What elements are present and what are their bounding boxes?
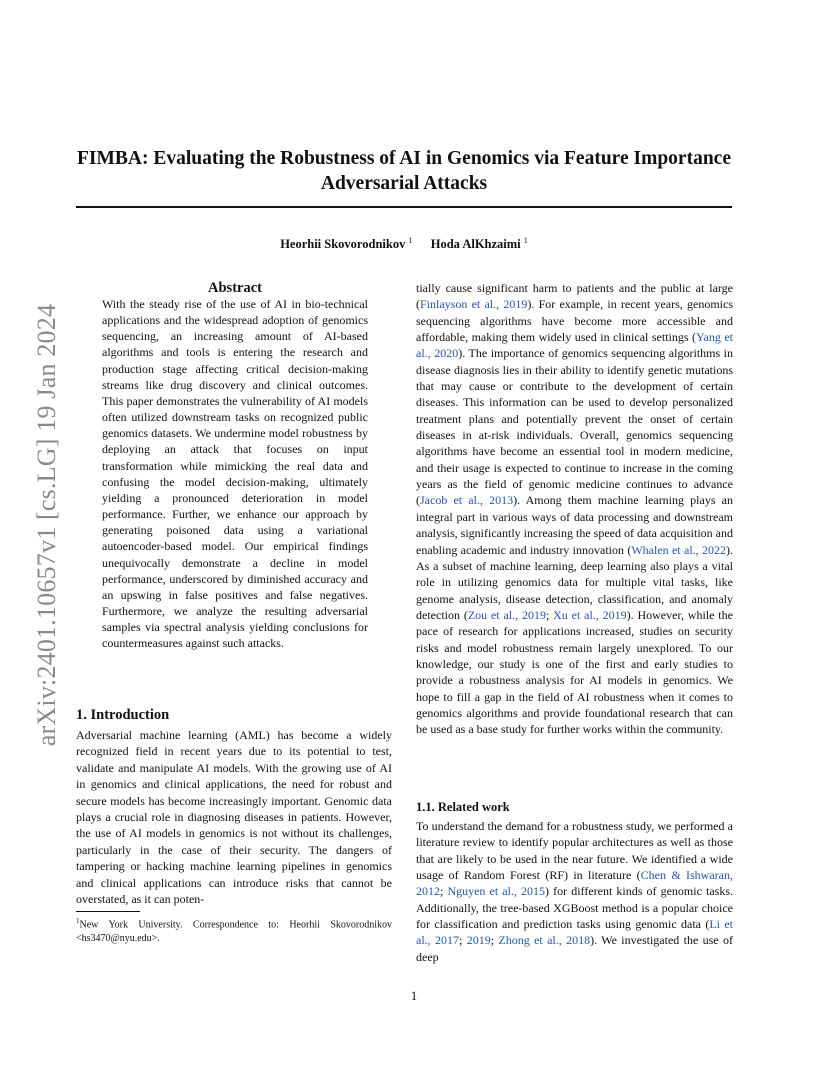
citation-link[interactable]: Zou et al., 2019 xyxy=(467,607,546,622)
citation-link[interactable]: Finlayson et al., 2019 xyxy=(420,297,528,312)
section-heading-introduction: 1. Introduction xyxy=(76,707,170,723)
footnote-text: New York University. Correspondence to: Heorhii Skovorodnikov <hs3470@nyu.edu>. xyxy=(76,919,392,944)
footnote-rule xyxy=(76,911,140,912)
footnote-mark: 1 xyxy=(76,917,80,925)
citation-link[interactable]: 2019 xyxy=(466,933,491,948)
citation-link[interactable]: Whalen et al., 2022 xyxy=(631,542,726,557)
paragraph-text: To understand the demand for a robustness study, we performed a literature review to identify popular architectures as well as those that are likely to be used in the near future. We identified a wide usage of Random Forest (RF) in literature ( xyxy=(416,819,733,883)
paragraph-text: ). The importance of genomics sequencing algorithms in disease diagnosis lies in their ability to identify genetic mutations that may cause or contribute to the development of certain diseases. This information can be used to develop personalized treatment plans and potentially prevent the onset of certain diseases in at-risk individuals. Overall, genomics sequencing algorithms have become an essential tool in modern medicine, and their usage is expected to continue to increase in the coming years as the field of genomic medicine continues to advance ( xyxy=(416,346,733,508)
footnote xyxy=(76,915,392,945)
paragraph-text: ; xyxy=(440,884,448,899)
citation-link[interactable]: Yang et al., 2020 xyxy=(416,330,733,361)
subsection-heading-related-work: 1.1. Related work xyxy=(416,800,510,814)
citation-link[interactable]: Nguyen et al., 2015 xyxy=(447,884,546,899)
paragraph-text: ). For example, in recent years, genomics sequencing algorithms have become more accessible and affordable, making them widely used in clinical settings ( xyxy=(416,297,733,345)
paragraph-text: tially cause significant harm to patients and the public at large ( xyxy=(416,281,733,312)
citation-link[interactable]: Xu et al., 2019 xyxy=(553,607,627,622)
citation-link[interactable]: Chen & Ishwaran, 2012 xyxy=(416,868,733,899)
paragraph-text: ). Among them machine learning plays an integral part in various ways of data processing and downstream analysis, significantly increasing the speed of data acquisition and enabling academic and industry innovation ( xyxy=(416,493,733,557)
title-rule xyxy=(76,206,732,208)
paragraph-text: ). However, while the pace of research for applications increased, studies on security risks and model robustness remain largely unexplored. To our knowledge, our study is one of the first and early studies to provide a robustness analysis for AI models in genomics. We hope to fill a gap in the field of AI robustness when it comes to genomics algorithms and provide foundational research that can be used as a base study for further works within the community. xyxy=(416,607,733,737)
abstract-text: With the steady rise of the use of AI in bio-technical applications and the widespread adoption of genomics sequencing, an increasing amount of AI-based algorithms and tools is entering the research and production stage affecting critical decision-making streams like drug discovery and clinical outcomes. This paper demonstrates the vulnerability of AI models often utilized downstream tasks on recognized public genomics datasets. We undermine model robustness by deploying an attack that focuses on input transformation while mimicking the real data and confusing the model decision-making, ultimately yielding a pronounced deterioration in model performance. Further, we enhance our approach by generating poisoned data using a variational autoencoder-based model. Our empirical findings unequivocally demonstrate a decline in model performance, underscored by diminished accuracy and an upswing in false positives and false negatives. Furthermore, we analyze the resulting adversarial samples via spectral analysis yielding conclusions for countermeasures against such attacks. xyxy=(102,297,368,651)
page-number: 1 xyxy=(410,989,418,1003)
paragraph-text: ) for different kinds of genomic tasks. Additionally, the tree-based XGBoost method is a popular choice for classification and prediction tasks using genomic data ( xyxy=(416,884,733,932)
paragraph-text: ; xyxy=(490,933,499,948)
citation-link[interactable]: Zhong et al., 2018 xyxy=(498,933,591,948)
author-name: Hoda AlKhzaimi xyxy=(430,237,521,252)
related-work-paragraph xyxy=(416,818,733,965)
paper-title: FIMBA: Evaluating the Robustness of AI in Genomics via Feature Importance Adversarial Attacks xyxy=(77,148,731,194)
arxiv-identifier xyxy=(22,290,72,760)
author-affiliation-mark: 1 xyxy=(523,236,528,245)
paragraph-text: ). As a subset of machine learning, deep learning also plays a vital role in utilizing genomics data for multiple vital tasks, like genome analysis, disease detection, classification, and anomaly detection ( xyxy=(416,542,733,622)
author-affiliation-mark: 1 xyxy=(408,236,413,245)
introduction-paragraph: Adversarial machine learning (AML) has become a widely recognized field in recent years due to its potential to test, validate and manipulate AI models. With the growing use of AI in genomics and clinical applications, the need for robust and secure models has become increasingly important. Genomic data plays a crucial role in diagnosing diseases in patients. However, the use of AI models in genomics is not without its challenges, particularly in the case of their security. The dangers of tampering or hacking machine learning pipelines in genomics and clinical applications can introduce risks that cannot be overstated, as it can poten- xyxy=(76,728,392,907)
author-name: Heorhii Skovorodnikov xyxy=(280,237,406,252)
paragraph-text: ; xyxy=(545,607,554,622)
paragraph-text: ; xyxy=(459,933,467,948)
citation-link[interactable]: Li et al., 2017 xyxy=(416,917,733,948)
introduction-continued-paragraph xyxy=(416,280,733,738)
abstract-heading: Abstract xyxy=(208,280,262,296)
paragraph-text: ). We investigated the use of deep xyxy=(416,933,733,964)
author-list xyxy=(76,236,732,252)
arxiv-id-text: arXiv:2401.10657v1 [cs.LG] 19 Jan 2024 xyxy=(32,303,61,747)
citation-link[interactable]: Jacob et al., 2013 xyxy=(420,493,514,508)
